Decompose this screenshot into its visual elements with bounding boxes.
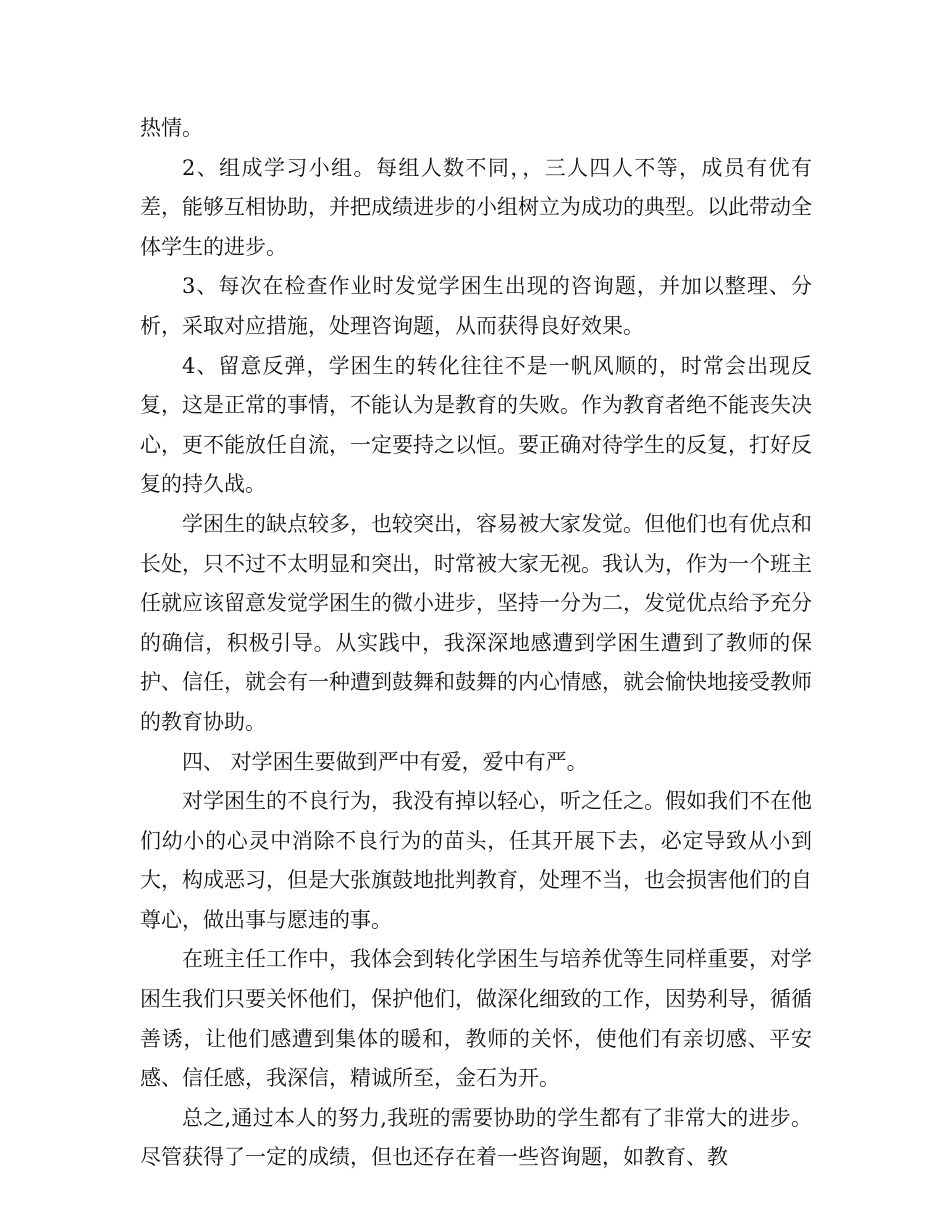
paragraph-summary: 总之,通过本人的努力,我班的需要协助的学生都有了非常大的进步。尽管获得了一定的成绩，但也还存在着一些咨询题，如教育、教	[140, 1105, 812, 1170]
document-body	[140, 109, 812, 1178]
paragraph-experience: 在班主任工作中，我体会到转化学困生与培养优等生同样重要，对学困生我们只要关怀他们，保护他们，做深化细致的工作，因势利导，循循善诱，让他们感遭到集体的暖和，教师的关怀，使他们有亲切感、平安感、信任感，我深信，精诚所至，金石为开。	[140, 947, 812, 1091]
paragraph-item-2: 2、组成学习小组。每组人数不同，，三人四人不等，成员有优有差，能够互相协助，并把成绩进步的小组树立为成功的典型。以此带动全体学生的进步。	[140, 155, 812, 259]
paragraph-item-4: 4、留意反弹，学困生的转化往往不是一帆风顺的，时常会出现反复，这是正常的事情，不能认为是教育的失败。作为教育者绝不能丧失决心，更不能放任自流，一定要持之以恒。要正确对待学生的反复，打好反复的持久战。	[140, 353, 812, 497]
paragraph-continuation: 热情。	[140, 116, 203, 140]
section-heading-4: 四、 对学困生要做到严中有爱，爱中有严。	[182, 749, 588, 774]
paragraph-item-3: 3、每次在检查作业时发觉学困生出现的咨询题，并加以整理、分析，采取对应措施，处理咨询题，从而获得良好效果。	[140, 274, 812, 338]
paragraph-bad-behavior: 对学困生的不良行为，我没有掉以轻心，听之任之。假如我们不在他们幼小的心灵中消除不良行为的苗头，任其开展下去，必定导致从小到大，构成恶习，但是大张旗鼓地批判教育，处理不当，也会损害他们的自尊心，做出事与愿违的事。	[140, 789, 812, 932]
paragraph-strengths: 学困生的缺点较多，也较突出，容易被大家发觉。但他们也有优点和长处，只不过不太明显和突出，时常被大家无视。我认为，作为一个班主任就应该留意发觉学困生的微小进步，坚持一分为二，发觉优点给予充分的确信，积极引导。从实践中，我深深地感遭到学困生遭到了教师的保护、信任，就会有一种遭到鼓舞和鼓舞的内心情感，就会愉快地接受教师的教育协助。	[140, 511, 812, 734]
